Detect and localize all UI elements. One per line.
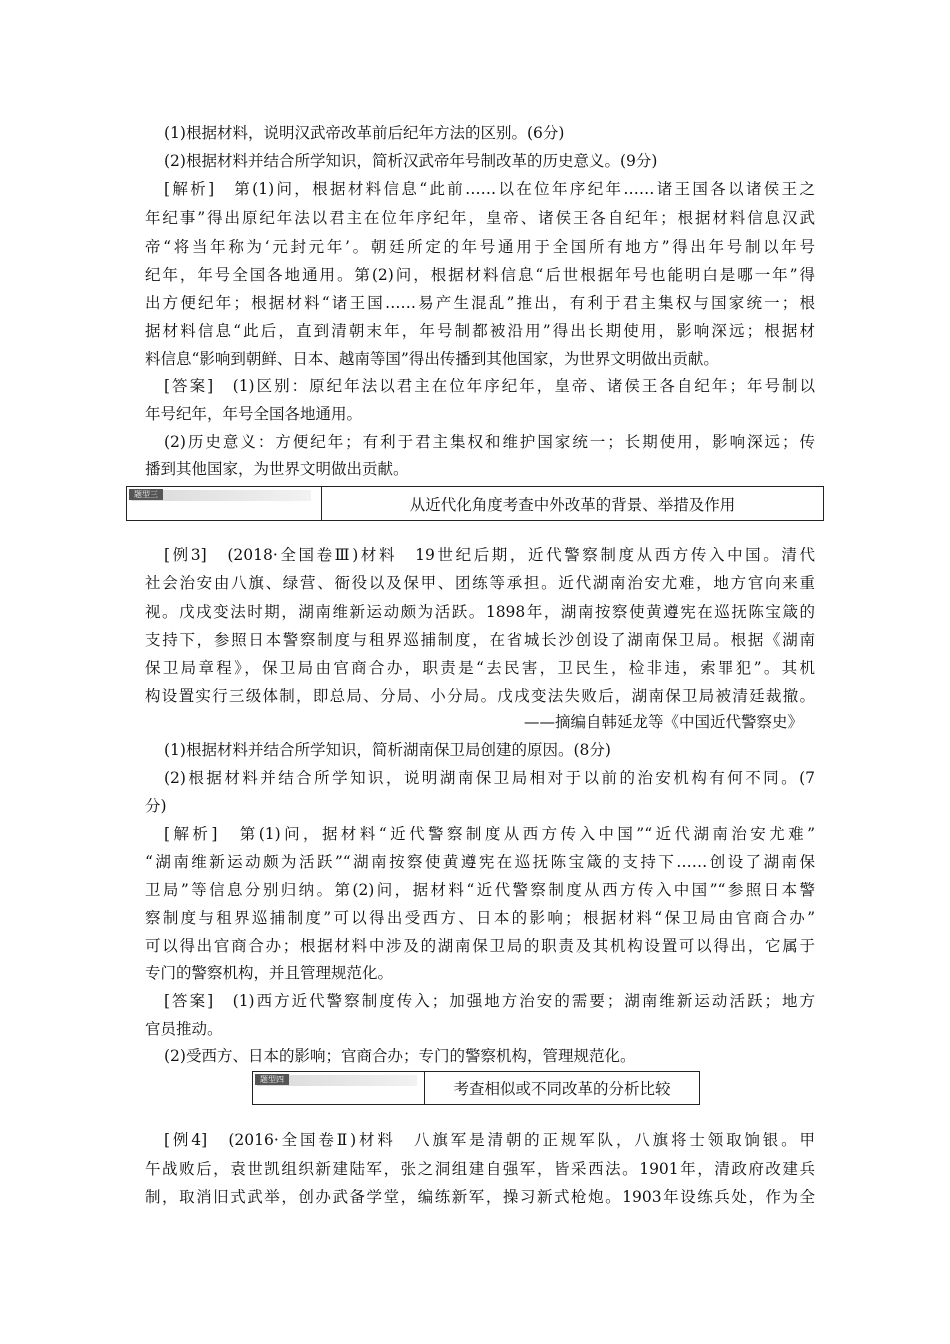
analysis-line: “湖南维新运动颇为活跃”“湖南按察使黄遵宪在巡抚陈宝箴的支持下……创设了湖南保 — [145, 853, 815, 871]
analysis-line: [解析] 第(1)问，根据材料信息“此前……以在位年序纪年……诸王国各以诸侯王之 — [164, 180, 815, 198]
analysis-line: 察制度与租界巡捕制度”可以得出受西方、日本的影响；根据材料“保卫局由官商合办” — [145, 909, 815, 927]
analysis-line: 出方便纪年；根据材料“诸王国……易产生混乱”推出，有利于君主集权与国家统一；根 — [145, 294, 815, 312]
section-banner — [252, 1071, 700, 1105]
example-line: [例3] (2018·全国卷Ⅲ)材料 19世纪后期，近代警察制度从西方传入中国。清代 — [164, 546, 815, 564]
example-line: 支持下，参照日本警察制度与租界巡捕制度，在省城长沙创设了湖南保卫局。根据《湖南 — [145, 631, 815, 649]
example-line: 视。戊戌变法时期，湖南维新运动颇为活跃。1898年，湖南按察使黄遵宪在巡抚陈宝箴的 — [145, 603, 815, 621]
section-tag — [253, 1072, 425, 1104]
question-line: (2)根据材料并结合所学知识，说明湖南保卫局相对于以前的治安机构有何不同。(7 — [164, 769, 815, 787]
question-line: 分) — [145, 797, 167, 815]
section-title: 考查相似或不同改革的分析比较 — [453, 1080, 671, 1098]
section-banner — [126, 486, 824, 521]
example-line: 社会治安由八旗、绿营、衙役以及保甲、团练等承担。近代湖南治安尤难，地方官向来重 — [145, 574, 815, 592]
example-line: [例4] (2016·全国卷Ⅱ)材料 八旗军是清朝的正规军队，八旗将士领取饷银。甲 — [164, 1131, 815, 1149]
answer-line: 播到其他国家，为世界文明做出贡献。 — [145, 460, 409, 478]
analysis-line: 可以得出官商合办；根据材料中涉及的湖南保卫局的职责及其机构设置可以得出，它属于 — [145, 937, 815, 955]
answer-line: 年号纪年，年号全国各地通用。 — [145, 405, 363, 423]
section-tag-label: 题型四 — [255, 1074, 289, 1085]
example-line: 制，取消旧式武举，创办武备学堂，编练新军，操习新式枪炮。1903年设练兵处，作为全 — [145, 1188, 815, 1206]
section-tag-label: 题型三 — [129, 489, 163, 500]
section-title: 从近代化角度考查中外改革的背景、举措及作用 — [409, 495, 736, 514]
analysis-line: 年纪事”得出原纪年法以君主在位年序纪年，皇帝、诸侯王各自纪年；根据材料信息汉武 — [145, 209, 815, 227]
question-line: (1)根据材料，说明汉武帝改革前后纪年方法的区别。(6分) — [164, 124, 565, 142]
answer-line: (2)历史意义：方便纪年；有利于君主集权和维护国家统一；长期使用，影响深远；传 — [164, 433, 815, 451]
answer-line: 官员推动。 — [145, 1020, 223, 1038]
analysis-line: 料信息“影响到朝鲜、日本、越南等国”得出传播到其他国家，为世界文明做出贡献。 — [145, 350, 719, 368]
question-line: (1)根据材料并结合所学知识，简析湖南保卫局创建的原因。(8分) — [164, 741, 611, 759]
analysis-line: [解析] 第(1)问，据材料“近代警察制度从西方传入中国”“近代湖南治安尤难” — [164, 825, 815, 843]
analysis-line: 专门的警察机构，并且管理规范化。 — [145, 964, 394, 982]
analysis-line: 据材料信息“此后，直到清朝末年，年号制都被沿用”得出长期使用，影响深远；根据材 — [145, 322, 815, 340]
answer-line: (2)受西方、日本的影响；官商合办；专门的警察机构，管理规范化。 — [164, 1047, 636, 1065]
example-line: 保卫局章程》，保卫局由官商合办，职责是“去民害，卫民生，检非违，索罪犯”。其机 — [145, 659, 815, 677]
answer-line: [答案] (1)区别：原纪年法以君主在位年序纪年，皇帝、诸侯王各自纪年；年号制以 — [164, 377, 815, 395]
example-line: 午战败后，袁世凯组织新建陆军，张之洞组建自强军，皆采西法。1901年，清政府改建兵 — [145, 1160, 815, 1178]
analysis-line: 纪年，年号全国各地通用。第(2)问，根据材料信息“后世根据年号也能明白是哪一年”得 — [145, 266, 815, 284]
section-tag — [127, 487, 322, 520]
source-citation: ——摘编自韩延龙等《中国近代警察史》 — [523, 713, 803, 731]
answer-line: [答案] (1)西方近代警察制度传入；加强地方治安的需要；湖南维新运动活跃；地方 — [164, 992, 815, 1010]
analysis-line: 卫局”等信息分别归纳。第(2)问，据材料“近代警察制度从西方传入中国”“参照日本警 — [145, 881, 815, 899]
question-line: (2)根据材料并结合所学知识，简析汉武帝年号制改革的历史意义。(9分) — [164, 152, 658, 170]
example-line: 构设置实行三级体制，即总局、分局、小分局。戊戌变法失败后，湖南保卫局被清廷裁撤。 — [145, 687, 815, 705]
analysis-line: 帝“将当年称为‘元封元年’。朝廷所定的年号通用于全国所有地方”得出年号制以年号 — [145, 238, 815, 256]
